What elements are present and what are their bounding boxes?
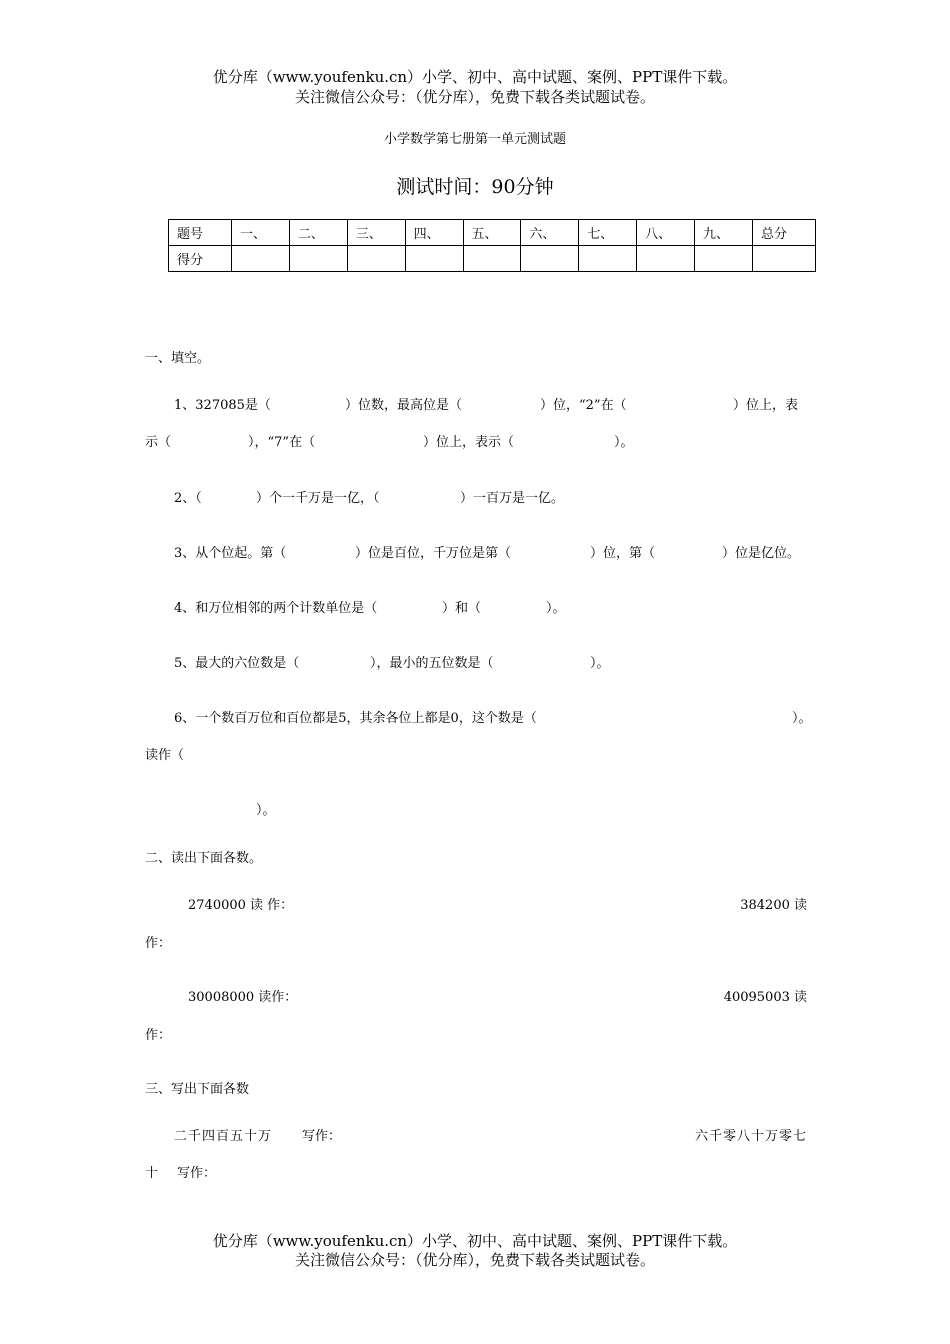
section-2-title: 二、读出下面各数。 [145,851,263,866]
score-table-score-row [169,246,816,272]
q1-text-f: ），“7”在（ [248,435,316,450]
score-table [168,219,816,272]
score-cell [347,246,405,272]
doc-title: 小学数学第七册第一单元测试题 [383,132,566,147]
q6-text-a: 6、一个数百万位和百位都是5，其余各位上都是0，这个数是（ [174,711,537,726]
q4-text-a: 4、和万位相邻的两个计数单位是（ [174,601,378,616]
q3-text-b: ）位是百位，千万位是第（ [355,546,512,561]
sec2-r2-right: 40095003 读 [723,990,807,1005]
q5-text-c: ）。 [590,656,610,671]
score-header-cell: 四、 [405,220,463,246]
sec2-r1-cont: 作： [145,936,172,951]
footer-line-1: 优分库（www.youfenku.cn）小学、初中、高中试题、案例、PPT课件下载。 [212,1232,738,1250]
q2-text-b: ）个一千万是一亿，（ [256,491,380,506]
score-cell [232,246,290,272]
score-cell [637,246,695,272]
section-3-title: 三、写出下面各数 [145,1082,250,1097]
score-header-cell: 题号 [169,220,232,246]
score-header-cell: 八、 [637,220,695,246]
sec3-r1-right: 六千零八十万零七 [694,1129,807,1144]
score-header-cell: 一、 [232,220,290,246]
section-1-title: 一、填空。 [145,351,211,366]
score-header-cell: 九、 [695,220,753,246]
q1-text-c: ）位，“2”在（ [540,398,627,413]
q6-text-c: 读作（ [145,748,185,763]
doc-time: 测试时间：90分钟 [396,176,554,198]
q3-text-c: ）位，第（ [590,546,656,561]
score-cell [579,246,637,272]
score-cell [463,246,521,272]
score-cell [753,246,816,272]
q1-text-h: ）。 [614,435,634,450]
score-table-header-row [169,220,816,246]
q3-text-d: ）位是亿位。 [722,546,801,561]
q1-text-d: ）位上，表 [733,398,799,413]
q6-text-d: ）。 [256,803,276,818]
q2-text-c: ）一百万是一亿。 [460,491,565,506]
score-cell [695,246,753,272]
q5-text-b: ），最小的五位数是（ [370,656,494,671]
q6-text-b: ）。 [792,711,812,726]
score-cell [289,246,347,272]
score-header-cell: 五、 [463,220,521,246]
header-line-1: 优分库（www.youfenku.cn）小学、初中、高中试题、案例、PPT课件下载。 [212,68,738,86]
sec2-r1-right: 384200 读 [740,898,807,913]
q1-text-a: 1、327085是（ [174,398,271,413]
sec3-r1-cont-b: 写作： [177,1166,217,1181]
score-header-cell: 六、 [521,220,579,246]
score-row-label: 得分 [169,246,232,272]
q1-text-e: 示（ [145,435,172,450]
footer-line-2: 关注微信公众号：（优分库），免费下载各类试题试卷。 [294,1251,655,1269]
score-cell [521,246,579,272]
sec2-r1-left: 2740000 读 作： [188,898,294,913]
header-line-2: 关注微信公众号：（优分库），免费下载各类试题试卷。 [294,88,655,106]
sec2-r2-cont: 作： [145,1028,172,1043]
q4-text-c: ）。 [546,601,566,616]
sec2-r2-left: 30008000 读作： [188,990,298,1005]
score-header-cell: 二、 [289,220,347,246]
score-header-cell: 总分 [753,220,816,246]
q2-text-a: 2、（ [174,491,202,506]
q4-text-b: ）和（ [442,601,482,616]
score-header-cell: 七、 [579,220,637,246]
sec3-r1-cont-a: 十 [145,1166,159,1181]
score-header-cell: 三、 [347,220,405,246]
score-cell [405,246,463,272]
sec3-r1-left: 二千四百五十万 [174,1129,273,1144]
sec3-r1-write: 写作： [302,1129,342,1144]
q1-text-g: ）位上，表示（ [423,435,515,450]
q1-text-b: ）位数，最高位是（ [345,398,463,413]
q5-text-a: 5、最大的六位数是（ [174,656,300,671]
q3-text-a: 3、从个位起。第（ [174,546,287,561]
